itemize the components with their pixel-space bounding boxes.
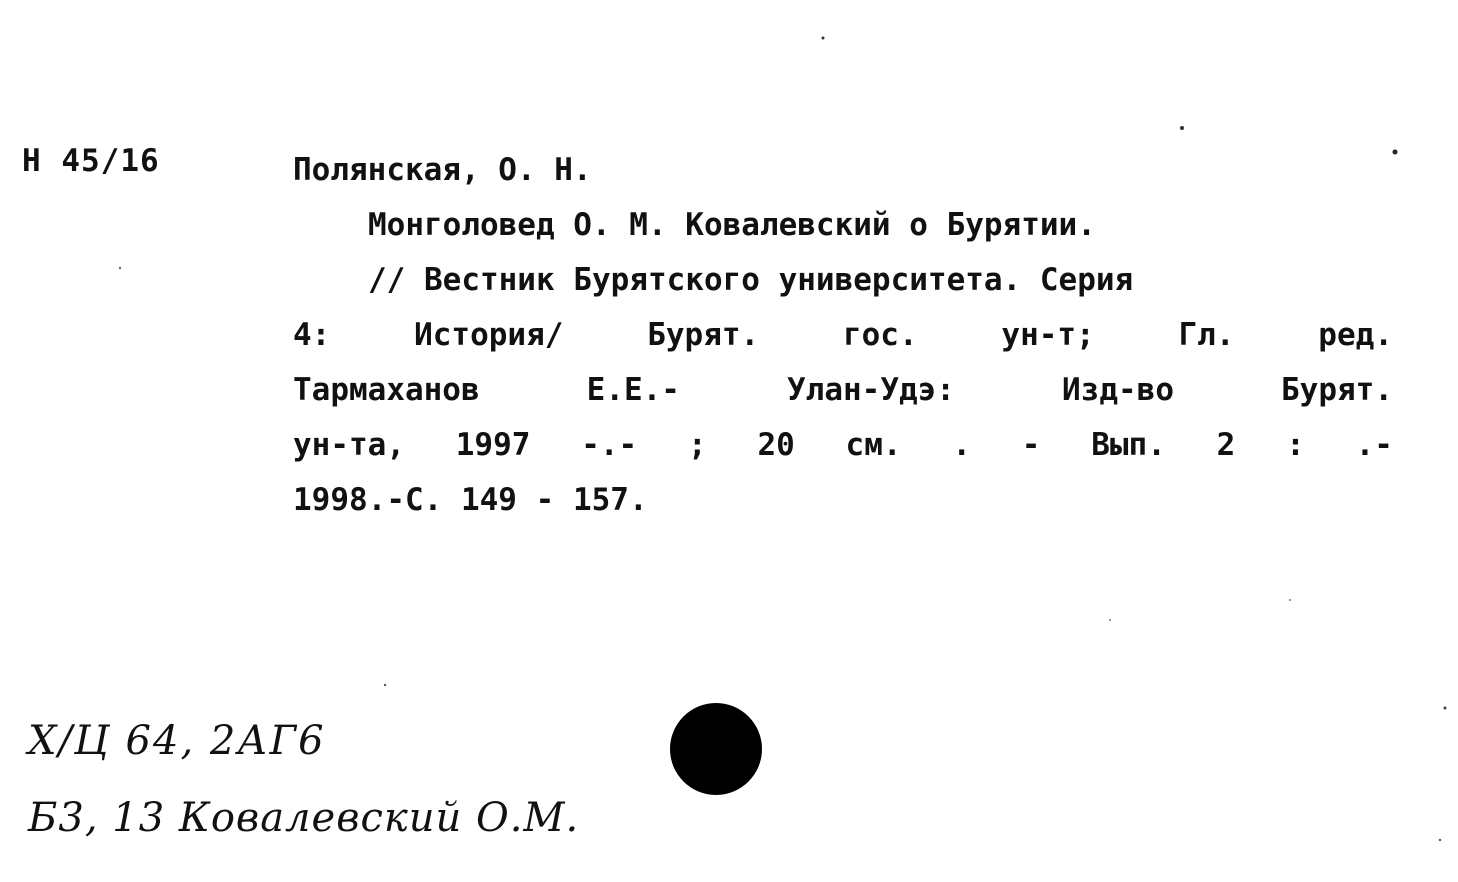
call-number: Н 45/16	[22, 143, 160, 179]
source-word: 4:	[293, 317, 331, 353]
source-word: Гл.	[1178, 317, 1235, 353]
source-word: .-	[1355, 427, 1393, 463]
source-line-1: // Вестник Бурятского университета. Серия	[368, 262, 1134, 298]
handwritten-classification: Х/Ц 64, 2АГ6	[28, 718, 326, 764]
source-word: Изд-во	[1062, 372, 1174, 408]
source-word: -	[1021, 427, 1041, 463]
source-word: Бурят.	[647, 317, 760, 353]
article-title: Монголовед О. М. Ковалевский о Бурятии.	[368, 207, 1096, 243]
source-word: Бурят.	[1281, 372, 1393, 408]
source-word: Е.Е.-	[586, 372, 680, 408]
source-word: 2	[1216, 427, 1236, 463]
source-word: .	[952, 427, 971, 463]
handwritten-subject: Б3, 13 Ковалевский О.М.	[28, 795, 580, 841]
source-word: Вып.	[1091, 427, 1166, 463]
source-word: Улан-Удэ:	[787, 372, 955, 408]
source-word: Тармаханов	[293, 372, 480, 408]
source-word: -.-	[581, 427, 638, 463]
source-word: ред.	[1318, 317, 1393, 353]
source-word: ун-та,	[293, 427, 405, 463]
source-word: ун-т;	[1001, 317, 1095, 353]
source-word: ;	[687, 427, 707, 463]
source-word: см.	[845, 427, 902, 463]
source-line-5: 1998.-С. 149 - 157.	[293, 482, 648, 518]
source-word: гос.	[842, 317, 918, 353]
source-word: :	[1286, 427, 1305, 463]
source-word: История/	[414, 317, 564, 353]
source-word: 20	[757, 427, 795, 463]
source-word: 1997	[455, 427, 531, 463]
author: Полянская, О. Н.	[293, 152, 592, 188]
